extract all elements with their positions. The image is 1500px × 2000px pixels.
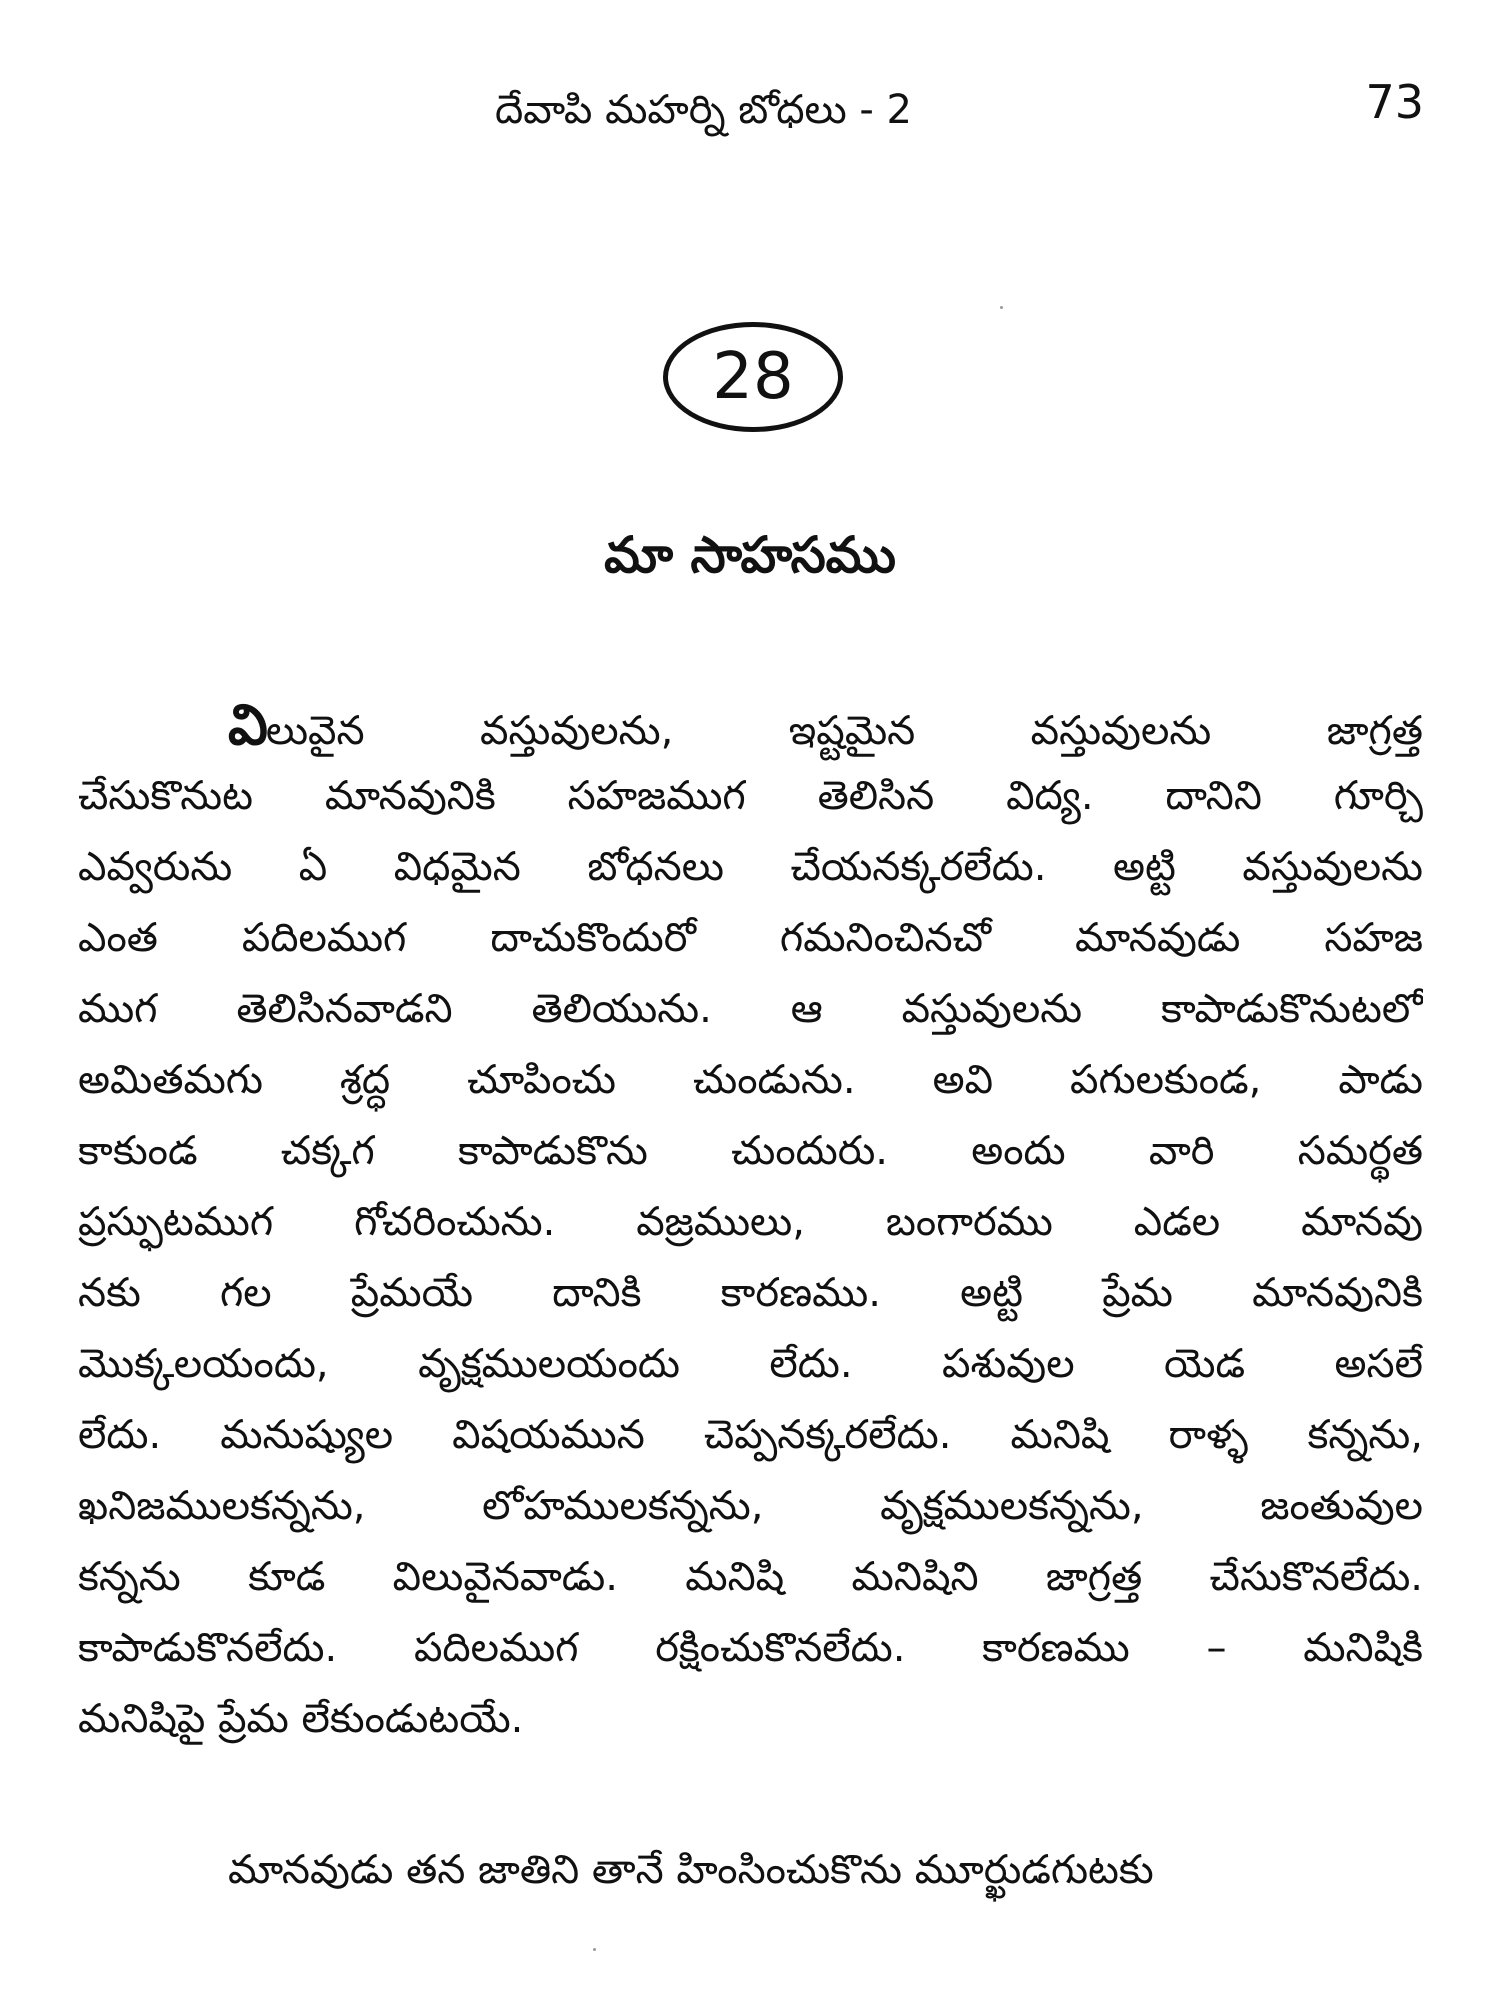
paragraph-line <box>78 690 1423 761</box>
paragraph-line: లేదు. మనుష్యుల విషయమున చెప్పనక్కరలేదు. మనిషి రాళ్ళ కన్నను, <box>78 1412 1423 1458</box>
paragraph-line: కాకుండ చక్కగ కాపాడుకొను చుందురు. అందు వారి సమర్థత <box>78 1128 1423 1174</box>
paragraph-2: మానవుడు తన జాతిని తానే హింసించుకొను మూర్ఖుడగుటకు <box>228 1847 1154 1893</box>
drop-cap: వి <box>228 693 266 758</box>
paragraph-line: ప్రస్ఫుటముగ గోచరించును. వజ్రములు, బంగారము ఎడల మానవు <box>78 1199 1423 1245</box>
running-header: దేవాపి మహర్ని బోధలు - 2 <box>495 87 912 133</box>
paragraph-line: నకు గల ప్రేమయే దానికి కారణము. అట్టి ప్రేమ మానవునికి <box>78 1270 1423 1316</box>
paragraph-line: ఖనిజములకన్నను, లోహములకన్నను, వృక్షములకన్నను, జంతువుల <box>78 1483 1423 1529</box>
paragraph-line: ఎంత పదిలముగ దాచుకొందురో గమనించినచో మానవుడు సహజ <box>78 915 1423 961</box>
chapter-number-circle <box>663 322 843 432</box>
paragraph-line: మనిషిపై ప్రేమ లేకుండుటయే. <box>78 1696 524 1742</box>
paragraph-line: కన్నను కూడ విలువైనవాడు. మనిషి మనిషిని జాగ్రత్త చేసుకొనలేదు. <box>78 1554 1423 1600</box>
page-number: 73 <box>1365 75 1424 129</box>
paragraph-line: అమితమగు శ్రద్ధ చూపించు చుండును. అవి పగులకుండ, పాడు <box>78 1057 1423 1103</box>
print-speck <box>593 1948 596 1951</box>
paragraph-line: మొక్కలయందు, వృక్షములయందు లేదు. పశువుల యెడ అసలే <box>78 1341 1423 1387</box>
paragraph-line: చేసుకొనుట మానవునికి సహజముగ తెలిసిన విద్య. దానిని గూర్చి <box>78 773 1423 819</box>
chapter-title: మా సాహసము <box>604 526 896 584</box>
paragraph-line: ముగ తెలిసినవాడని తెలియును. ఆ వస్తువులను కాపాడుకొనుటలో <box>78 986 1423 1032</box>
paragraph-1 <box>78 690 1423 1755</box>
chapter-number: 28 <box>712 340 794 414</box>
paragraph-line: ఎవ్వరును ఏ విధమైన బోధనలు చేయనక్కరలేదు. అట్టి వస్తువులను <box>78 844 1423 890</box>
print-speck <box>1000 306 1003 309</box>
paragraph-line-text: లువైన వస్తువులను, ఇష్టమైన వస్తువులను జాగ్రత్త <box>265 708 1423 754</box>
paragraph-line: కాపాడుకొనలేదు. పదిలముగ రక్షించుకొనలేదు. కారణము – మనిషికి <box>78 1625 1423 1671</box>
